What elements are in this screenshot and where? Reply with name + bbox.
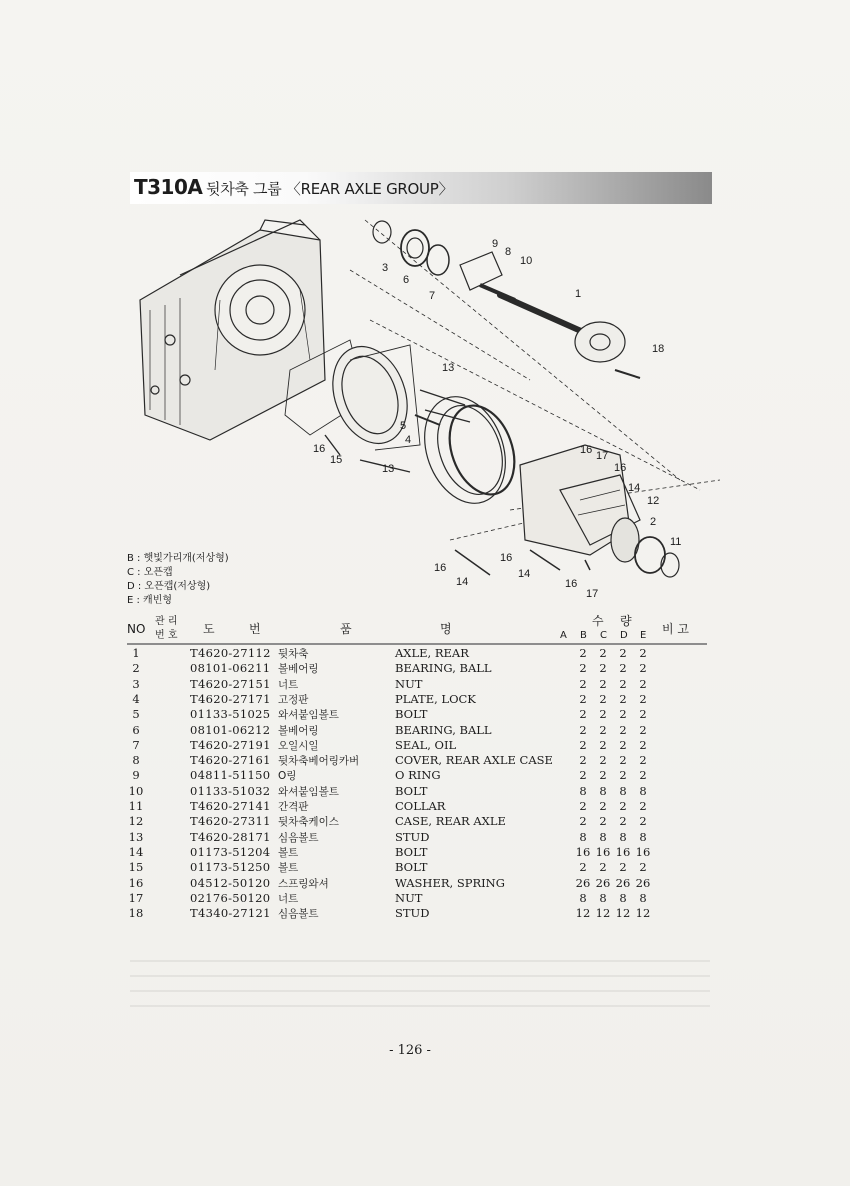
callout-16c: 16 bbox=[614, 462, 627, 474]
qty-b: 2 bbox=[579, 737, 587, 752]
qty-e: 2 bbox=[639, 676, 647, 691]
part-number: T4620-27151 bbox=[190, 676, 271, 691]
qty-d: 2 bbox=[619, 722, 627, 737]
table-row bbox=[0, 799, 850, 814]
qty-c: 12 bbox=[595, 906, 611, 921]
transmission-housing bbox=[140, 220, 325, 440]
qty-b: 16 bbox=[575, 844, 591, 859]
callout-17: 17 bbox=[596, 450, 609, 462]
qty-b: 2 bbox=[579, 691, 587, 706]
part-name-en: COVER, REAR AXLE CASE bbox=[395, 753, 553, 768]
qty-b: 2 bbox=[579, 722, 587, 737]
exploded-view-drawing bbox=[120, 210, 720, 610]
qty-e: 12 bbox=[635, 906, 651, 921]
qty-d: 2 bbox=[619, 737, 627, 752]
col-q-d: D bbox=[620, 630, 628, 641]
callout-18: 18 bbox=[652, 343, 665, 355]
qty-d: 8 bbox=[619, 783, 627, 798]
callout-16f: 16 bbox=[565, 578, 578, 590]
col-mgmt-bottom: 번 호 bbox=[155, 630, 178, 641]
row-no: 4 bbox=[132, 691, 140, 706]
row-no: 14 bbox=[128, 844, 144, 859]
row-no: 6 bbox=[132, 722, 140, 737]
table-row bbox=[0, 906, 850, 921]
bleed-through-smudge bbox=[130, 960, 710, 1020]
row-no: 9 bbox=[132, 768, 140, 783]
qty-b: 2 bbox=[579, 661, 587, 676]
part-name-kr: 뒷차축 bbox=[278, 648, 309, 660]
qty-b: 8 bbox=[579, 783, 587, 798]
qty-d: 26 bbox=[615, 875, 631, 890]
part-name-en: PLATE, LOCK bbox=[395, 691, 476, 706]
qty-c: 2 bbox=[599, 814, 607, 829]
table-row bbox=[0, 661, 850, 676]
qty-e: 8 bbox=[639, 783, 647, 798]
group-code: T310A bbox=[134, 175, 203, 199]
part-name-kr: 간격판 bbox=[278, 801, 309, 813]
part-name-en: BOLT bbox=[395, 844, 428, 859]
qty-c: 2 bbox=[599, 707, 607, 722]
part-name-kr: 와셔붙임볼트 bbox=[278, 785, 339, 798]
callout-14b: 14 bbox=[456, 576, 469, 588]
part-number: 01133-51032 bbox=[190, 783, 271, 798]
table-row bbox=[0, 768, 850, 783]
part-name-en: WASHER, SPRING bbox=[395, 875, 505, 890]
part-name-en: COLLAR bbox=[395, 799, 446, 813]
qty-e: 2 bbox=[639, 707, 647, 722]
row-no: 7 bbox=[132, 737, 140, 752]
parts-table-header bbox=[127, 612, 717, 646]
qty-e: 2 bbox=[639, 768, 647, 783]
qty-c: 2 bbox=[599, 860, 607, 875]
col-no: NO bbox=[127, 622, 146, 636]
part-number: T4620-27171 bbox=[190, 691, 271, 706]
callout-14c: 14 bbox=[518, 568, 531, 580]
qty-d: 8 bbox=[619, 829, 627, 844]
col-name-a: 품 bbox=[340, 622, 352, 636]
row-no: 12 bbox=[128, 814, 144, 829]
qty-d: 2 bbox=[619, 753, 627, 768]
qty-b: 2 bbox=[579, 799, 587, 813]
part-name-en: BOLT bbox=[395, 860, 428, 875]
callout-8: 8 bbox=[505, 246, 512, 258]
col-q-e: E bbox=[640, 630, 647, 641]
callout-3: 3 bbox=[382, 262, 389, 274]
row-no: 11 bbox=[128, 799, 144, 813]
part-name-en: STUD bbox=[395, 906, 430, 921]
part-number: 04811-51150 bbox=[190, 768, 271, 783]
exploded-parts-diagram bbox=[120, 210, 720, 610]
part-number: T4620-28171 bbox=[190, 829, 271, 844]
row-no: 15 bbox=[128, 860, 144, 875]
callout-16e: 16 bbox=[500, 552, 513, 564]
qty-e: 2 bbox=[639, 860, 647, 875]
qty-b: 2 bbox=[579, 860, 587, 875]
part-name-kr: 심음볼트 bbox=[278, 908, 319, 921]
col-name-b: 명 bbox=[440, 622, 452, 636]
part-number: 01133-51025 bbox=[190, 707, 271, 722]
part-number: 08101-06212 bbox=[190, 722, 271, 737]
col-q-c: C bbox=[600, 630, 607, 641]
qty-c: 2 bbox=[599, 753, 607, 768]
table-row bbox=[0, 876, 850, 891]
table-row bbox=[0, 845, 850, 860]
part-name-kr: 와셔붙임볼트 bbox=[278, 709, 339, 722]
callout-11: 11 bbox=[670, 536, 682, 548]
qty-b: 2 bbox=[579, 814, 587, 829]
axle-shaft bbox=[480, 285, 625, 362]
qty-e: 2 bbox=[639, 646, 647, 660]
part-number: T4620-27112 bbox=[190, 646, 271, 660]
qty-b: 2 bbox=[579, 768, 587, 783]
callout-16d: 16 bbox=[434, 562, 447, 574]
part-name-en: BEARING, BALL bbox=[395, 722, 492, 737]
qty-d: 2 bbox=[619, 661, 627, 676]
part-name-kr: 볼베어링 bbox=[278, 663, 319, 676]
qty-c: 8 bbox=[599, 890, 607, 905]
part-name-kr: 볼트 bbox=[278, 846, 299, 859]
row-no: 16 bbox=[128, 875, 144, 890]
qty-b: 2 bbox=[579, 707, 587, 722]
part-name-en: NUT bbox=[395, 890, 423, 905]
callout-16b: 16 bbox=[580, 444, 593, 456]
row-no: 13 bbox=[128, 829, 144, 844]
part-name-kr: 너트 bbox=[278, 678, 299, 691]
qty-b: 26 bbox=[575, 875, 591, 890]
table-row bbox=[0, 830, 850, 845]
table-row bbox=[0, 738, 850, 753]
qty-d: 2 bbox=[619, 676, 627, 691]
col-q-b: B bbox=[580, 630, 587, 641]
part-number: 01173-51204 bbox=[190, 844, 271, 859]
qty-e: 2 bbox=[639, 753, 647, 768]
part-number: T4620-27141 bbox=[190, 799, 271, 813]
qty-c: 2 bbox=[599, 661, 607, 676]
callout-12: 12 bbox=[647, 495, 660, 507]
qty-d: 2 bbox=[619, 860, 627, 875]
table-row bbox=[0, 677, 850, 692]
part-name-en: BOLT bbox=[395, 783, 428, 798]
qty-d: 2 bbox=[619, 646, 627, 660]
qty-e: 8 bbox=[639, 890, 647, 905]
col-partno-a: 도 bbox=[203, 622, 215, 636]
qty-e: 16 bbox=[635, 844, 651, 859]
part-name-en: STUD bbox=[395, 829, 430, 844]
col-remarks: 비 고 bbox=[662, 622, 689, 636]
callout-9: 9 bbox=[492, 238, 499, 250]
part-number: 02176-50120 bbox=[190, 890, 271, 905]
part-name-kr: 너트 bbox=[278, 892, 299, 905]
qty-c: 8 bbox=[599, 783, 607, 798]
col-partno-b: 번 bbox=[249, 622, 261, 636]
row-no: 3 bbox=[132, 676, 140, 691]
page-number: - 126 - bbox=[389, 1043, 431, 1058]
table-row bbox=[0, 891, 850, 906]
col-qty-a: 수 bbox=[592, 614, 604, 628]
qty-e: 2 bbox=[639, 737, 647, 752]
section-header bbox=[130, 172, 712, 204]
callout-7: 7 bbox=[429, 290, 436, 302]
row-no: 17 bbox=[128, 890, 144, 905]
qty-c: 8 bbox=[599, 829, 607, 844]
group-title: 뒷차축 그룹 〈REAR AXLE GROUP〉 bbox=[206, 180, 454, 198]
col-qty-b: 량 bbox=[620, 614, 632, 628]
qty-e: 2 bbox=[639, 691, 647, 706]
col-mgmt-top: 관 리 bbox=[155, 616, 178, 627]
row-no: 5 bbox=[132, 707, 140, 722]
part-name-en: BEARING, BALL bbox=[395, 661, 492, 676]
table-row bbox=[0, 723, 850, 738]
qty-c: 16 bbox=[595, 844, 611, 859]
qty-c: 26 bbox=[595, 875, 611, 890]
part-name-en: O RING bbox=[395, 768, 441, 783]
qty-c: 2 bbox=[599, 646, 607, 660]
part-name-kr: 뒷차축베어링카버 bbox=[278, 755, 360, 768]
qty-c: 2 bbox=[599, 722, 607, 737]
table-row bbox=[0, 692, 850, 707]
callout-16: 16 bbox=[313, 443, 326, 455]
qty-d: 2 bbox=[619, 691, 627, 706]
table-row bbox=[0, 646, 850, 661]
table-row bbox=[0, 707, 850, 722]
qty-e: 8 bbox=[639, 829, 647, 844]
row-no: 1 bbox=[132, 646, 140, 660]
qty-b: 2 bbox=[579, 753, 587, 768]
table-row bbox=[0, 860, 850, 875]
qty-c: 2 bbox=[599, 691, 607, 706]
part-number: T4620-27191 bbox=[190, 737, 271, 752]
qty-b: 2 bbox=[579, 676, 587, 691]
qty-c: 2 bbox=[599, 676, 607, 691]
qty-c: 2 bbox=[599, 768, 607, 783]
part-name-kr: 심음볼트 bbox=[278, 831, 319, 844]
qty-e: 2 bbox=[639, 661, 647, 676]
qty-b: 8 bbox=[579, 890, 587, 905]
part-number: T4620-27311 bbox=[190, 814, 271, 829]
part-number: 04512-50120 bbox=[190, 875, 271, 890]
part-name-en: BOLT bbox=[395, 707, 428, 722]
part-name-kr: 뒷차축케이스 bbox=[278, 816, 339, 829]
qty-b: 2 bbox=[579, 646, 587, 660]
qty-d: 8 bbox=[619, 890, 627, 905]
callout-4: 4 bbox=[405, 434, 412, 446]
legend-item: B : 햇빛가리개(저상형) bbox=[127, 553, 229, 564]
part-name-en: CASE, REAR AXLE bbox=[395, 814, 506, 829]
qty-d: 2 bbox=[619, 799, 627, 813]
table-row bbox=[0, 814, 850, 829]
qty-c: 2 bbox=[599, 737, 607, 752]
part-number: T4340-27121 bbox=[190, 906, 271, 921]
qty-e: 26 bbox=[635, 875, 651, 890]
qty-d: 12 bbox=[615, 906, 631, 921]
part-name-kr: 볼트 bbox=[278, 862, 299, 875]
row-no: 18 bbox=[128, 906, 144, 921]
qty-d: 2 bbox=[619, 814, 627, 829]
qty-d: 2 bbox=[619, 768, 627, 783]
part-name-en: NUT bbox=[395, 676, 423, 691]
qty-e: 2 bbox=[639, 799, 647, 813]
part-number: T4620-27161 bbox=[190, 753, 271, 768]
qty-b: 12 bbox=[575, 906, 591, 921]
part-number: 08101-06211 bbox=[190, 661, 271, 676]
qty-d: 16 bbox=[615, 844, 631, 859]
part-name-en: SEAL, OIL bbox=[395, 737, 457, 752]
part-name-kr: 스프링와셔 bbox=[278, 877, 329, 890]
part-name-kr: 오일시일 bbox=[278, 739, 319, 752]
legend-item: E : 캐빈형 bbox=[127, 595, 173, 606]
row-no: 10 bbox=[128, 783, 144, 798]
callout-15: 15 bbox=[330, 454, 343, 466]
part-name-kr: O링 bbox=[278, 770, 297, 783]
callout-2: 2 bbox=[650, 516, 657, 528]
legend-item: D : 오픈캡(저상형) bbox=[127, 581, 211, 592]
qty-e: 2 bbox=[639, 722, 647, 737]
header-rule bbox=[127, 643, 707, 645]
qty-c: 2 bbox=[599, 799, 607, 813]
row-no: 2 bbox=[132, 661, 140, 676]
table-row bbox=[0, 784, 850, 799]
callout-5: 5 bbox=[400, 420, 407, 432]
legend-item: C : 오픈캡 bbox=[127, 567, 173, 578]
qty-e: 2 bbox=[639, 814, 647, 829]
model-legend bbox=[127, 552, 229, 608]
table-row bbox=[0, 753, 850, 768]
callout-6: 6 bbox=[403, 274, 410, 286]
callout-14: 14 bbox=[628, 482, 641, 494]
row-no: 8 bbox=[132, 753, 140, 768]
col-q-a: A bbox=[560, 630, 567, 641]
callout-13b: 13 bbox=[382, 463, 395, 475]
part-name-en: AXLE, REAR bbox=[395, 646, 469, 660]
part-name-kr: 볼베어링 bbox=[278, 724, 319, 737]
callout-13: 13 bbox=[442, 362, 455, 374]
part-number: 01173-51250 bbox=[190, 860, 271, 875]
part-name-kr: 고정판 bbox=[278, 693, 309, 706]
callout-10: 10 bbox=[520, 255, 533, 267]
callout-17b: 17 bbox=[586, 588, 599, 600]
callout-1: 1 bbox=[575, 288, 582, 300]
qty-d: 2 bbox=[619, 707, 627, 722]
qty-b: 8 bbox=[579, 829, 587, 844]
